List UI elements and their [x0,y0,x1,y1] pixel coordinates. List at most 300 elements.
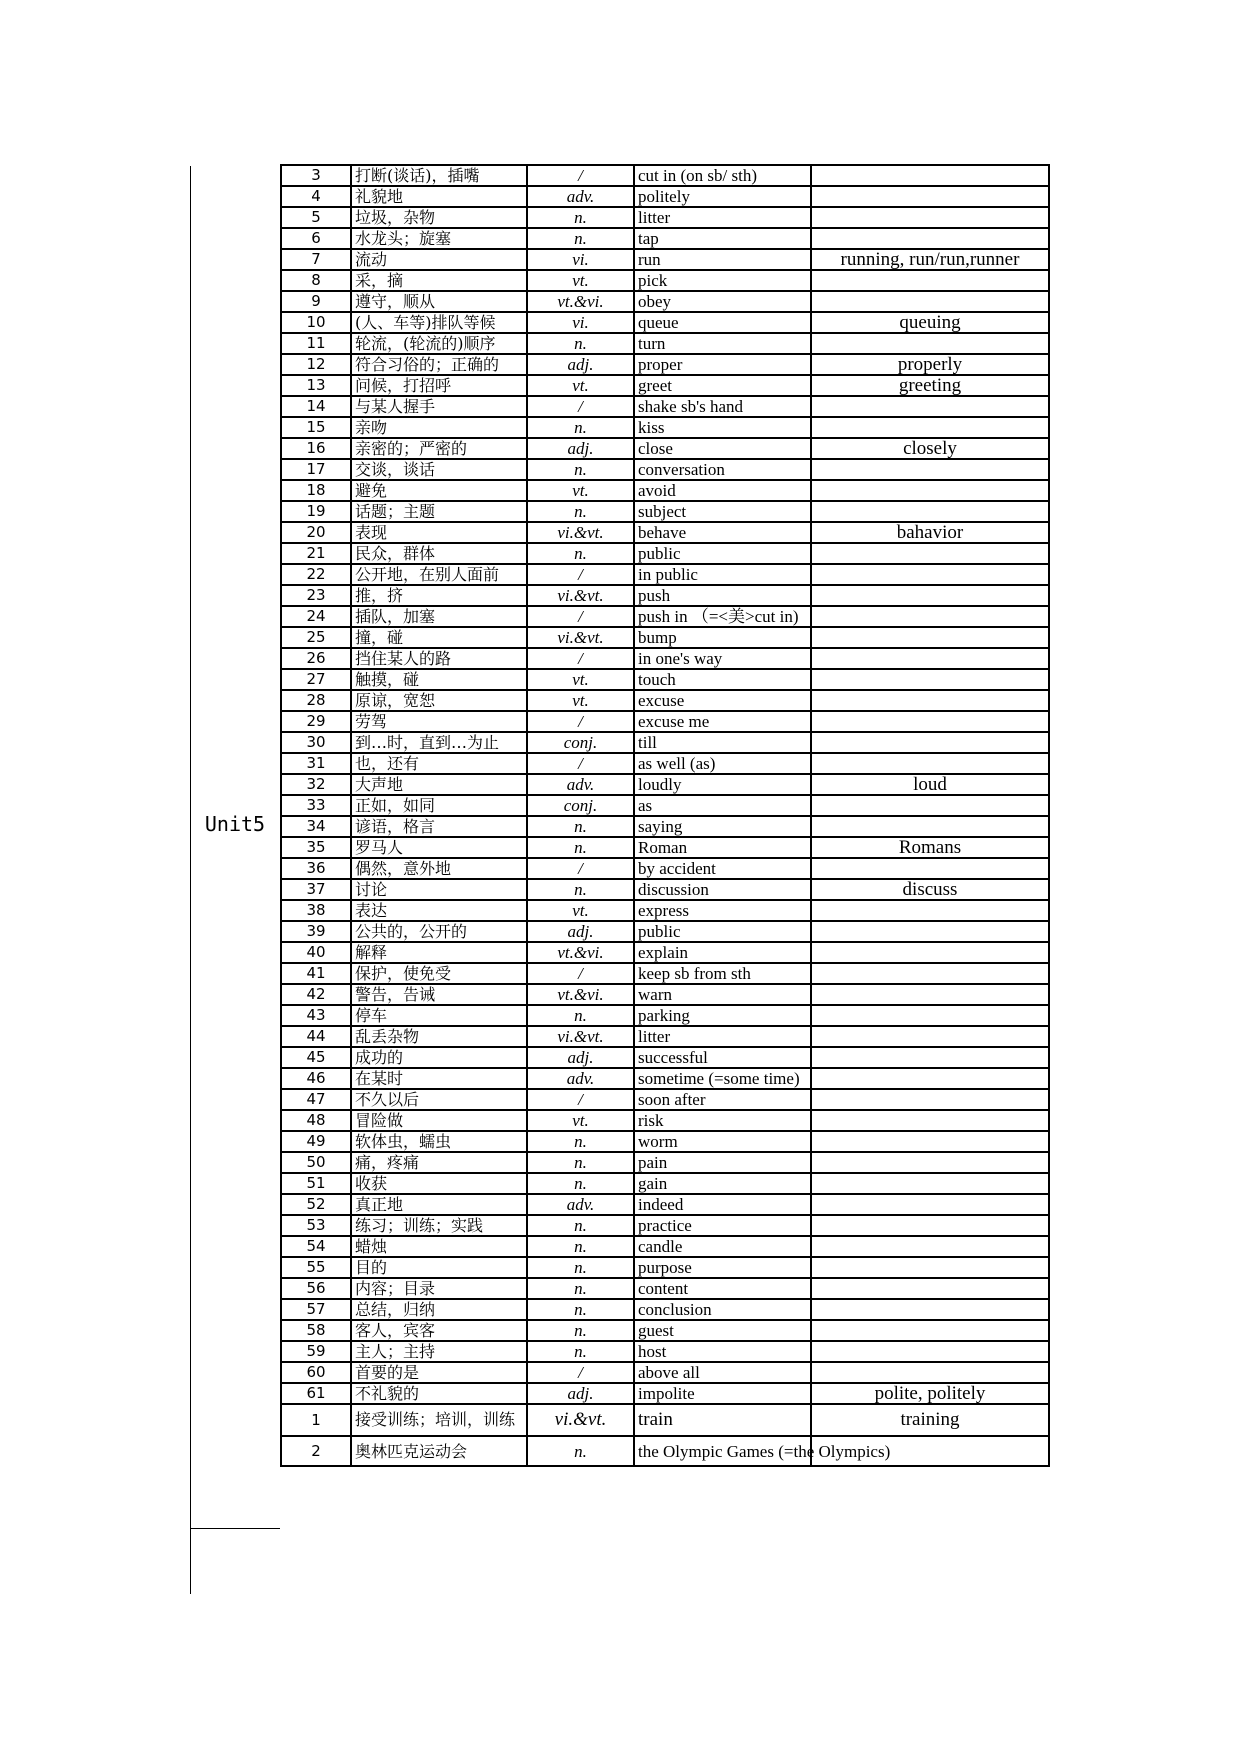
chinese-meaning: 罗马人 [351,837,527,858]
part-of-speech: vt.&vi. [527,291,634,312]
english-word: soon after [634,1089,811,1110]
derived-form [811,627,1049,648]
word-number: 37 [281,879,351,900]
chinese-meaning: 不礼貌的 [351,1383,527,1404]
part-of-speech: vt.&vi. [527,984,634,1005]
english-word: push [634,585,811,606]
chinese-meaning: 内容；目录 [351,1278,527,1299]
table-row [281,207,1049,228]
table-row [281,1152,1049,1173]
derived-form [811,690,1049,711]
word-number: 5 [281,207,351,228]
chinese-meaning: 轮流，(轮流的)顺序 [351,333,527,354]
derived-form [811,417,1049,438]
part-of-speech: / [527,753,634,774]
word-number: 3 [281,165,351,186]
chinese-meaning: 亲吻 [351,417,527,438]
word-number: 27 [281,669,351,690]
english-word: loudly [634,774,811,795]
derived-form: loud [811,774,1049,795]
chinese-meaning: 推，挤 [351,585,527,606]
table-row [281,564,1049,585]
word-number: 60 [281,1362,351,1383]
derived-form [811,1026,1049,1047]
table-row [281,753,1049,774]
chinese-meaning: 水龙头；旋塞 [351,228,527,249]
table-row [281,270,1049,291]
part-of-speech: n. [527,837,634,858]
english-word: saying [634,816,811,837]
derived-form [811,1047,1049,1068]
table-row [281,522,1049,543]
word-number: 44 [281,1026,351,1047]
english-word: excuse me [634,711,811,732]
table-row [281,837,1049,858]
table-row [281,795,1049,816]
word-number: 46 [281,1068,351,1089]
derived-form [811,1362,1049,1383]
chinese-meaning: 总结，归纳 [351,1299,527,1320]
chinese-meaning: 到…时，直到…为止 [351,732,527,753]
word-number: 43 [281,1005,351,1026]
part-of-speech: n. [527,1131,634,1152]
derived-form [811,795,1049,816]
part-of-speech: n. [527,207,634,228]
chinese-meaning: 交谈，谈话 [351,459,527,480]
part-of-speech: vt. [527,900,634,921]
part-of-speech: vt. [527,690,634,711]
word-number: 35 [281,837,351,858]
english-word: touch [634,669,811,690]
word-number: 19 [281,501,351,522]
part-of-speech: vt. [527,669,634,690]
chinese-meaning: (人、车等)排队等候 [351,312,527,333]
chinese-meaning: 插队，加塞 [351,606,527,627]
table-row [281,1089,1049,1110]
chinese-meaning: 流动 [351,249,527,270]
derived-form [811,585,1049,606]
chinese-meaning: 冒险做 [351,1110,527,1131]
english-word: keep sb from sth [634,963,811,984]
table-row [281,921,1049,942]
part-of-speech: vt. [527,1110,634,1131]
table-row [281,1404,1049,1436]
english-word: till [634,732,811,753]
derived-form [811,501,1049,522]
table-row [281,1026,1049,1047]
word-number: 26 [281,648,351,669]
word-number: 17 [281,459,351,480]
derived-form [811,648,1049,669]
english-word: pick [634,270,811,291]
table-row [281,1383,1049,1404]
english-word: conclusion [634,1299,811,1320]
word-number: 54 [281,1236,351,1257]
english-word: public [634,921,811,942]
english-word: explain [634,942,811,963]
chinese-meaning: 民众，群体 [351,543,527,564]
word-number: 49 [281,1131,351,1152]
part-of-speech: n. [527,459,634,480]
part-of-speech: vi.&vt. [527,1404,634,1436]
table-row [281,648,1049,669]
chinese-meaning: 挡住某人的路 [351,648,527,669]
chinese-meaning: 符合习俗的；正确的 [351,354,527,375]
table-row [281,438,1049,459]
word-number: 57 [281,1299,351,1320]
derived-form [811,858,1049,879]
english-word: worm [634,1131,811,1152]
word-number: 58 [281,1320,351,1341]
chinese-meaning: 谚语，格言 [351,816,527,837]
part-of-speech: vt.&vi. [527,942,634,963]
word-number: 4 [281,186,351,207]
word-number: 21 [281,543,351,564]
derived-form [811,816,1049,837]
part-of-speech: vt. [527,480,634,501]
word-number: 23 [281,585,351,606]
word-number: 51 [281,1173,351,1194]
english-word: sometime (=some time) [634,1068,811,1089]
derived-form: running, run/run,runner [811,249,1049,270]
english-word: cut in (on sb/ sth) [634,165,811,186]
derived-form [811,1299,1049,1320]
english-word: the Olympic Games (=the Olympics) [634,1436,811,1466]
chinese-meaning: 解释 [351,942,527,963]
word-number: 13 [281,375,351,396]
word-number: 41 [281,963,351,984]
english-word: parking [634,1005,811,1026]
word-number: 56 [281,1278,351,1299]
derived-form: properly [811,354,1049,375]
chinese-meaning: 表达 [351,900,527,921]
table-row [281,312,1049,333]
chinese-meaning: 撞，碰 [351,627,527,648]
chinese-meaning: 首要的是 [351,1362,527,1383]
derived-form [811,1152,1049,1173]
word-number: 15 [281,417,351,438]
derived-form [811,921,1049,942]
derived-form [811,1131,1049,1152]
table-row [281,249,1049,270]
table-row [281,333,1049,354]
part-of-speech: adv. [527,774,634,795]
derived-form [811,270,1049,291]
part-of-speech: vi.&vt. [527,627,634,648]
word-number: 33 [281,795,351,816]
chinese-meaning: 公共的，公开的 [351,921,527,942]
chinese-meaning: 停车 [351,1005,527,1026]
chinese-meaning: 也，还有 [351,753,527,774]
table-row [281,1047,1049,1068]
part-of-speech: vt. [527,270,634,291]
word-number: 48 [281,1110,351,1131]
word-number: 39 [281,921,351,942]
word-number: 8 [281,270,351,291]
table-row [281,1257,1049,1278]
english-word: content [634,1278,811,1299]
table-row [281,774,1049,795]
english-word: successful [634,1047,811,1068]
table-row [281,459,1049,480]
part-of-speech: / [527,1362,634,1383]
english-word: guest [634,1320,811,1341]
derived-form [811,396,1049,417]
english-word: practice [634,1215,811,1236]
part-of-speech: vi.&vt. [527,585,634,606]
table-row [281,1436,1049,1466]
chinese-meaning: 触摸，碰 [351,669,527,690]
derived-form: discuss [811,879,1049,900]
table-row [281,1110,1049,1131]
english-word: excuse [634,690,811,711]
word-number: 42 [281,984,351,1005]
part-of-speech: n. [527,1341,634,1362]
english-word: as well (as) [634,753,811,774]
word-number: 24 [281,606,351,627]
english-word: by accident [634,858,811,879]
derived-form: bahavior [811,522,1049,543]
table-row [281,858,1049,879]
chinese-meaning: 公开地，在别人面前 [351,564,527,585]
part-of-speech: / [527,396,634,417]
chinese-meaning: 软体虫，蠕虫 [351,1131,527,1152]
chinese-meaning: 乱丢杂物 [351,1026,527,1047]
chinese-meaning: 成功的 [351,1047,527,1068]
derived-form [811,291,1049,312]
english-word: avoid [634,480,811,501]
part-of-speech: n. [527,1236,634,1257]
english-word: turn [634,333,811,354]
english-word: purpose [634,1257,811,1278]
english-word: host [634,1341,811,1362]
part-of-speech: adj. [527,438,634,459]
chinese-meaning: 讨论 [351,879,527,900]
table-row [281,543,1049,564]
english-word: warn [634,984,811,1005]
part-of-speech: adv. [527,186,634,207]
derived-form [811,1173,1049,1194]
part-of-speech: n. [527,1005,634,1026]
chinese-meaning: 蜡烛 [351,1236,527,1257]
derived-form: closely [811,438,1049,459]
part-of-speech: n. [527,1320,634,1341]
word-number: 36 [281,858,351,879]
english-word: train [634,1404,811,1436]
chinese-meaning: 保护，使免受 [351,963,527,984]
part-of-speech: adv. [527,1194,634,1215]
part-of-speech: n. [527,1436,634,1466]
table-row [281,1278,1049,1299]
derived-form: polite, politely [811,1383,1049,1404]
chinese-meaning: 与某人握手 [351,396,527,417]
table-row [281,396,1049,417]
chinese-meaning: 练习；训练；实践 [351,1215,527,1236]
english-word: pain [634,1152,811,1173]
english-word: run [634,249,811,270]
table-row [281,732,1049,753]
derived-form [811,459,1049,480]
word-number: 10 [281,312,351,333]
word-number: 9 [281,291,351,312]
table-row [281,1215,1049,1236]
derived-form [811,207,1049,228]
chinese-meaning: 主人；主持 [351,1341,527,1362]
chinese-meaning: 偶然，意外地 [351,858,527,879]
chinese-meaning: 打断(谈话)，插嘴 [351,165,527,186]
table-row [281,690,1049,711]
table-row [281,627,1049,648]
part-of-speech: / [527,1089,634,1110]
chinese-meaning: 客人，宾客 [351,1320,527,1341]
derived-form: training [811,1404,1049,1436]
word-number: 12 [281,354,351,375]
chinese-meaning: 接受训练；培训，训练 [351,1404,527,1436]
part-of-speech: adj. [527,1383,634,1404]
table-row [281,1005,1049,1026]
table-row [281,984,1049,1005]
word-number: 20 [281,522,351,543]
english-word: proper [634,354,811,375]
part-of-speech: n. [527,1173,634,1194]
vocabulary-table [280,164,1050,1467]
word-number: 47 [281,1089,351,1110]
chinese-meaning: 奥林匹克运动会 [351,1436,527,1466]
table-row [281,417,1049,438]
table-row [281,669,1049,690]
derived-form [811,984,1049,1005]
word-number: 1 [281,1404,351,1436]
word-number: 55 [281,1257,351,1278]
english-word: Roman [634,837,811,858]
part-of-speech: / [527,648,634,669]
derived-form [811,1215,1049,1236]
english-word: conversation [634,459,811,480]
derived-form [811,165,1049,186]
derived-form: Romans [811,837,1049,858]
english-word: litter [634,207,811,228]
word-number: 14 [281,396,351,417]
table-row [281,1194,1049,1215]
chinese-meaning: 垃圾，杂物 [351,207,527,228]
table-row [281,1236,1049,1257]
table-row [281,186,1049,207]
english-word: bump [634,627,811,648]
chinese-meaning: 正如，如同 [351,795,527,816]
part-of-speech: / [527,564,634,585]
derived-form [811,942,1049,963]
part-of-speech: n. [527,1278,634,1299]
english-word: candle [634,1236,811,1257]
table-row [281,1320,1049,1341]
derived-form [811,543,1049,564]
derived-form [811,1278,1049,1299]
derived-form [811,1068,1049,1089]
english-word: in one's way [634,648,811,669]
part-of-speech: vi.&vt. [527,522,634,543]
word-number: 31 [281,753,351,774]
derived-form [811,1257,1049,1278]
english-word: close [634,438,811,459]
english-word: kiss [634,417,811,438]
word-number: 2 [281,1436,351,1466]
table-row [281,375,1049,396]
table-row [281,900,1049,921]
part-of-speech: adv. [527,1068,634,1089]
english-word: queue [634,312,811,333]
derived-form [811,753,1049,774]
chinese-meaning: 遵守，顺从 [351,291,527,312]
table-row [281,879,1049,900]
derived-form [811,711,1049,732]
english-word: gain [634,1173,811,1194]
part-of-speech: conj. [527,732,634,753]
table-row [281,354,1049,375]
part-of-speech: adj. [527,921,634,942]
english-word: politely [634,186,811,207]
chinese-meaning: 不久以后 [351,1089,527,1110]
english-word: above all [634,1362,811,1383]
table-row [281,1131,1049,1152]
chinese-meaning: 收获 [351,1173,527,1194]
english-word: impolite [634,1383,811,1404]
table-row [281,165,1049,186]
chinese-meaning: 礼貌地 [351,186,527,207]
word-number: 61 [281,1383,351,1404]
word-number: 53 [281,1215,351,1236]
part-of-speech: n. [527,417,634,438]
part-of-speech: n. [527,1257,634,1278]
chinese-meaning: 原谅，宽恕 [351,690,527,711]
derived-form: greeting [811,375,1049,396]
word-number: 6 [281,228,351,249]
word-number: 28 [281,690,351,711]
english-word: push in （=<美>cut in) [634,606,811,627]
word-number: 34 [281,816,351,837]
derived-form [811,228,1049,249]
table-row [281,1362,1049,1383]
chinese-meaning: 大声地 [351,774,527,795]
english-word: indeed [634,1194,811,1215]
word-number: 25 [281,627,351,648]
chinese-meaning: 真正地 [351,1194,527,1215]
english-word: litter [634,1026,811,1047]
english-word: subject [634,501,811,522]
part-of-speech: vi. [527,249,634,270]
derived-form [811,1194,1049,1215]
word-number: 40 [281,942,351,963]
unit-separator [190,1528,280,1529]
part-of-speech: vi.&vt. [527,1026,634,1047]
table-row [281,585,1049,606]
part-of-speech: / [527,606,634,627]
derived-form [811,1341,1049,1362]
word-number: 22 [281,564,351,585]
word-number: 18 [281,480,351,501]
part-of-speech: / [527,858,634,879]
english-word: as [634,795,811,816]
derived-form [811,1320,1049,1341]
word-number: 7 [281,249,351,270]
part-of-speech: adj. [527,354,634,375]
chinese-meaning: 表现 [351,522,527,543]
derived-form [811,900,1049,921]
table-row [281,480,1049,501]
table-row [281,1341,1049,1362]
word-number: 11 [281,333,351,354]
part-of-speech: vt. [527,375,634,396]
part-of-speech: n. [527,816,634,837]
